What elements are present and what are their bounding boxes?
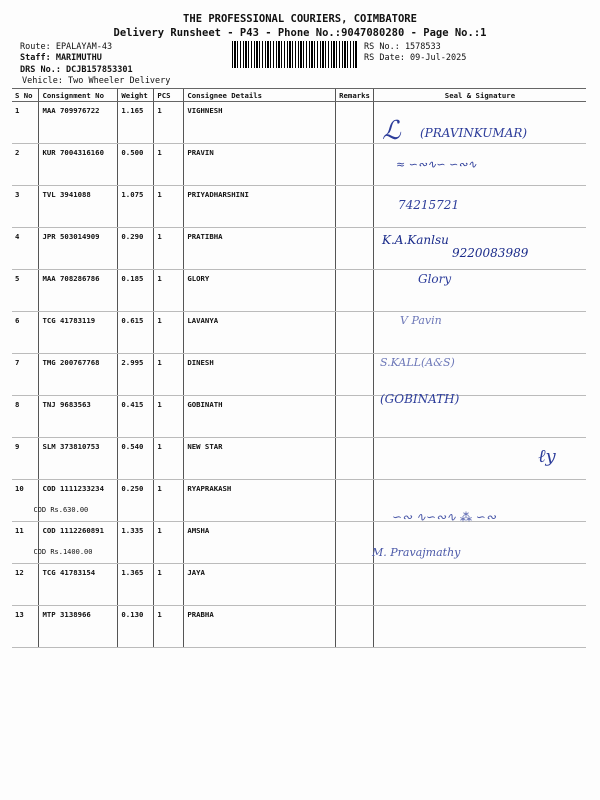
cell-pcs — [154, 186, 184, 228]
cell-consignment — [39, 438, 118, 480]
cell-consignment-text: TVL 3941088 — [42, 190, 91, 199]
col-remarks: Remarks — [336, 89, 374, 102]
cell-consignment-text: TNJ 9683563 — [42, 400, 91, 409]
cell-pcs — [154, 606, 184, 648]
cell-sno-text: 4 — [15, 232, 20, 241]
cell-consignee — [184, 522, 336, 564]
cell-consignment — [39, 396, 118, 438]
cell-weight — [118, 396, 154, 438]
col-consignment: Consignment No — [39, 89, 118, 102]
cell-weight — [118, 438, 154, 480]
signature-4-name: K.A.Kanlsu — [382, 233, 449, 247]
cell-weight-text: 1.075 — [121, 190, 144, 199]
cell-pcs — [154, 354, 184, 396]
cell-consignment-text: MAA 708286786 — [42, 274, 100, 283]
runsheet-title: Delivery Runsheet - P43 - Phone No.:9047080280 - Page No.:1 — [113, 27, 487, 39]
cell-weight-text: 0.290 — [121, 232, 144, 241]
cell-consignment-text: COD 1111233234 — [42, 484, 104, 493]
cell-sno-text: 3 — [15, 190, 20, 199]
table-row — [12, 270, 586, 312]
cell-sno-text: 8 — [15, 400, 20, 409]
cell-sno-text: 2 — [15, 148, 20, 157]
cell-sno-text: 7 — [15, 358, 20, 367]
cell-pcs-text: 1 — [157, 106, 162, 115]
cell-consignment — [39, 228, 118, 270]
cell-remarks — [336, 522, 374, 564]
col-sno: S No — [12, 89, 39, 102]
cell-remarks — [336, 270, 374, 312]
cell-consignment-text: JPR 503014909 — [42, 232, 100, 241]
cell-sno — [12, 564, 39, 606]
cell-weight — [118, 228, 154, 270]
cell-consignee — [184, 228, 336, 270]
table-row — [12, 354, 586, 396]
cell-pcs — [154, 564, 184, 606]
signature-10-mark: ℓy — [538, 446, 556, 467]
table-row — [12, 522, 586, 564]
cell-remarks — [336, 186, 374, 228]
cell-consignee — [184, 438, 336, 480]
signature-3: 74215721 — [398, 198, 460, 212]
cell-remarks — [336, 480, 374, 522]
cell-consignment — [39, 312, 118, 354]
cell-consignment-text: SLM 373810753 — [42, 442, 100, 451]
cell-pcs — [154, 522, 184, 564]
cell-pcs-text: 1 — [157, 190, 162, 199]
cell-pcs-text: 1 — [157, 610, 162, 619]
cell-consignee-text: PRAVIN — [187, 148, 214, 157]
cell-weight — [118, 186, 154, 228]
cell-consignment — [39, 606, 118, 648]
cell-sno — [12, 228, 39, 270]
cod-amount: COD Rs.630.00 — [33, 506, 89, 514]
cell-remarks — [336, 396, 374, 438]
cell-remarks — [336, 354, 374, 396]
cod-amount: COD Rs.1400.00 — [33, 548, 93, 556]
cell-consignee — [184, 480, 336, 522]
cell-consignment-text: MAA 709976722 — [42, 106, 100, 115]
cell-consignee-text: NEW STAR — [187, 442, 223, 451]
cell-consignee — [184, 270, 336, 312]
drs-text: DRS No.: DCJB157853301 — [20, 65, 133, 75]
cell-remarks — [336, 438, 374, 480]
signature-1-scribble: ℒ — [382, 116, 401, 146]
signature-12: M. Pravajmathy — [372, 546, 461, 559]
cell-consignment-text: TCG 41783154 — [42, 568, 96, 577]
cell-consignment — [39, 354, 118, 396]
cell-weight — [118, 312, 154, 354]
cell-pcs — [154, 480, 184, 522]
table-row — [12, 144, 586, 186]
cell-weight — [118, 606, 154, 648]
cell-weight — [118, 102, 154, 144]
cell-consignment-text: TMG 200767768 — [42, 358, 100, 367]
cell-sno-text: 6 — [15, 316, 20, 325]
signature-11-scribble: ∽∾ ∿∽∾∿ ⁂ ∽∾ — [392, 510, 496, 524]
cell-sno-text: 12 — [15, 568, 24, 577]
table-row — [12, 396, 586, 438]
route-text: Route: EPALAYAM-43 — [20, 42, 113, 52]
cell-pcs — [154, 102, 184, 144]
signature-5: Glory — [418, 272, 452, 286]
cell-consignment — [39, 102, 118, 144]
cell-consignee — [184, 354, 336, 396]
cell-pcs — [154, 270, 184, 312]
cell-weight — [118, 270, 154, 312]
cell-consignment — [39, 144, 118, 186]
cell-pcs — [154, 396, 184, 438]
cell-consignment — [33, 480, 118, 522]
cell-weight — [118, 144, 154, 186]
cell-pcs-text: 1 — [157, 148, 162, 157]
table-row — [12, 606, 586, 648]
vehicle-text: Vehicle: Two Wheeler Delivery — [22, 76, 171, 86]
cell-weight — [118, 522, 154, 564]
signature-6: V Pavin — [400, 314, 442, 327]
rs-date: RS Date: 09-Jul-2025 — [364, 53, 467, 63]
cell-consignee — [184, 606, 336, 648]
cell-consignee-text: GLORY — [187, 274, 210, 283]
cell-consignee — [184, 396, 336, 438]
cell-sno — [12, 396, 39, 438]
cell-consignee-text: DINESH — [187, 358, 214, 367]
cell-sno — [12, 522, 39, 564]
cell-consignment — [39, 270, 118, 312]
cell-consignment-text: COD 1112260891 — [42, 526, 104, 535]
cell-pcs-text: 1 — [157, 274, 162, 283]
cell-remarks — [336, 606, 374, 648]
cell-pcs — [154, 312, 184, 354]
cell-weight-text: 1.165 — [121, 106, 144, 115]
cell-consignment-text: TCG 41783119 — [42, 316, 96, 325]
cell-sno — [12, 186, 39, 228]
cell-weight-text: 0.500 — [121, 148, 144, 157]
table-row — [12, 186, 586, 228]
cell-consignee-text: AMSHA — [187, 526, 210, 535]
cell-consignee-text: PRABHA — [187, 610, 214, 619]
cell-sno-text: 10 — [15, 484, 24, 493]
cell-sno — [12, 144, 39, 186]
col-consignee: Consignee Details — [184, 89, 336, 102]
cell-signature — [373, 270, 586, 312]
table-row — [12, 480, 586, 522]
runsheet-table — [12, 88, 586, 648]
signature-7: S.KALL(A&S) — [380, 356, 455, 369]
cell-consignee-text: RYAPRAKASH — [187, 484, 232, 493]
company-title: THE PROFESSIONAL COURIERS, COIMBATORE — [183, 13, 417, 25]
cell-consignment — [39, 186, 118, 228]
cell-pcs — [154, 144, 184, 186]
cell-consignment — [33, 522, 118, 564]
cell-consignee — [184, 144, 336, 186]
col-pcs: PCS — [154, 89, 184, 102]
cell-consignment-text: KUR 7004316160 — [42, 148, 104, 157]
cell-pcs — [154, 228, 184, 270]
cell-pcs-text: 1 — [157, 400, 162, 409]
cell-remarks — [336, 312, 374, 354]
cell-consignee — [184, 564, 336, 606]
cell-sno — [12, 102, 39, 144]
cell-sno-text: 13 — [15, 610, 24, 619]
cell-consignee — [184, 312, 336, 354]
col-weight: Weight — [118, 89, 154, 102]
table-row — [12, 312, 586, 354]
cell-consignee-text: LAVANYA — [187, 316, 219, 325]
cell-weight-text: 0.185 — [121, 274, 144, 283]
cell-weight — [118, 480, 154, 522]
col-signature: Seal & Signature — [373, 89, 586, 102]
cell-sno-text: 11 — [15, 526, 24, 535]
barcode-image — [232, 41, 358, 68]
cell-sno — [12, 438, 39, 480]
cell-weight-text: 0.130 — [121, 610, 144, 619]
cell-weight-text: 0.415 — [121, 400, 144, 409]
cell-pcs-text: 1 — [157, 568, 162, 577]
signature-2-scribble: ≈ ∽∾∿∽ ∽∾∿ — [396, 158, 477, 171]
cell-consignee — [184, 186, 336, 228]
cell-weight — [118, 564, 154, 606]
staff-text: Staff: MARIMUTHU — [20, 53, 102, 63]
cell-pcs-text: 1 — [157, 484, 162, 493]
rs-number: RS No.: 1578533 — [364, 42, 441, 52]
cell-weight-text: 0.615 — [121, 316, 144, 325]
cell-signature — [373, 606, 586, 648]
cell-consignee-text: VIGHNESH — [187, 106, 223, 115]
cell-consignment-text: MTP 3138966 — [42, 610, 91, 619]
cell-signature — [373, 564, 586, 606]
table-header-row — [12, 89, 586, 102]
table-row — [12, 438, 586, 480]
cell-weight-text: 0.540 — [121, 442, 144, 451]
signature-8: (GOBINATH) — [380, 392, 460, 406]
cell-weight-text: 0.250 — [121, 484, 144, 493]
cell-weight-text: 2.995 — [121, 358, 144, 367]
cell-pcs-text: 1 — [157, 232, 162, 241]
cell-sno-text: 5 — [15, 274, 20, 283]
signature-4-phone: 9220083989 — [452, 246, 529, 260]
cell-remarks — [336, 564, 374, 606]
cell-consignee-text: PRATIBHA — [187, 232, 223, 241]
cell-sno — [12, 480, 39, 522]
cell-remarks — [336, 228, 374, 270]
cell-consignee-text: GOBINATH — [187, 400, 223, 409]
signature-1: (PRAVINKUMAR) — [420, 126, 528, 140]
cell-pcs-text: 1 — [157, 316, 162, 325]
cell-remarks — [336, 144, 374, 186]
cell-weight-text: 1.365 — [121, 568, 144, 577]
cell-sno — [12, 354, 39, 396]
cell-sno — [12, 606, 39, 648]
cell-weight-text: 1.335 — [121, 526, 144, 535]
cell-consignment — [39, 564, 118, 606]
cell-consignee — [184, 102, 336, 144]
cell-pcs-text: 1 — [157, 358, 162, 367]
cell-consignee-text: PRIYADHARSHINI — [187, 190, 249, 199]
cell-weight — [118, 354, 154, 396]
cell-pcs-text: 1 — [157, 442, 162, 451]
cell-sno-text: 9 — [15, 442, 20, 451]
cell-sno-text: 1 — [15, 106, 20, 115]
table-row — [12, 564, 586, 606]
cell-sno — [12, 312, 39, 354]
cell-consignee-text: JAYA — [187, 568, 205, 577]
cell-pcs — [154, 438, 184, 480]
cell-sno — [12, 270, 39, 312]
cell-remarks — [336, 102, 374, 144]
cell-pcs-text: 1 — [157, 526, 162, 535]
